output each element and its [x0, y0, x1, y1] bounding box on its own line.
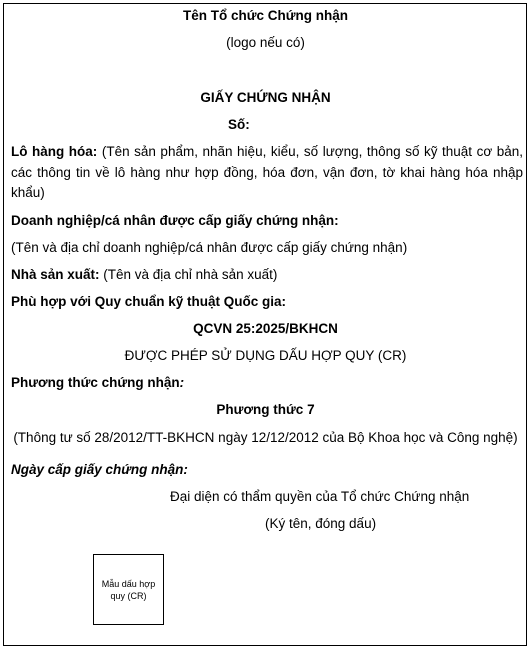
- certificate-title: GIẤY CHỨNG NHẬN: [200, 90, 331, 105]
- org-name: Tên Tổ chức Chứng nhận: [182, 8, 349, 23]
- cr-seal-text: Mẫu dấu hợp quy (CR): [101, 578, 156, 601]
- issue-date-label: Ngày cấp giấy chứng nhận:: [11, 462, 188, 477]
- cr-permit-text: ĐƯỢC PHÉP SỬ DỤNG DẤU HỢP QUY (CR): [124, 348, 407, 363]
- manufacturer-text: (Tên và địa chỉ nhà sản xuất): [99, 267, 278, 282]
- manufacturer-label: Nhà sản xuất:: [11, 267, 100, 282]
- manufacturer-line: [11, 267, 277, 283]
- circular-reference: (Thông tư số 28/2012/TT-BKHCN ngày 12/12/2012 của Bộ Khoa học và Công nghệ): [13, 430, 518, 445]
- logo-note: (logo nếu có): [226, 35, 305, 50]
- cr-seal-box: [93, 554, 164, 625]
- lot-label: Lô hàng hóa:: [11, 144, 98, 159]
- representative-text: Đại diện có thẩm quyền của Tổ chức Chứng nhận: [170, 489, 470, 504]
- enterprise-text: (Tên và địa chỉ doanh nghiệp/cá nhân được cấp giấy chứng nhận): [11, 240, 408, 255]
- standard-label: Phù hợp với Quy chuẩn kỹ thuật Quốc gia:: [11, 294, 286, 309]
- signature-note: (Ký tên, đóng dấu): [265, 516, 377, 531]
- standard-code: QCVN 25:2025/BKHCN: [193, 321, 338, 336]
- lot-paragraph: [11, 142, 523, 204]
- enterprise-label: Doanh nghiệp/cá nhân được cấp giấy chứng nhận:: [11, 213, 339, 228]
- certificate-number-label: Số:: [228, 117, 250, 132]
- method-value: Phương thức 7: [216, 402, 315, 417]
- method-colon: :: [179, 375, 185, 390]
- method-label: Phương thức chứng nhận: [11, 375, 180, 390]
- method-line: [11, 375, 184, 391]
- lot-text: (Tên sản phẩm, nhãn hiệu, kiểu, số lượng, thông số kỹ thuật cơ bản, các thông tin về lô hàng như hợp đồng, hóa đơn, vận đơn, tờ khai hàng hóa nhập khẩu): [11, 144, 523, 200]
